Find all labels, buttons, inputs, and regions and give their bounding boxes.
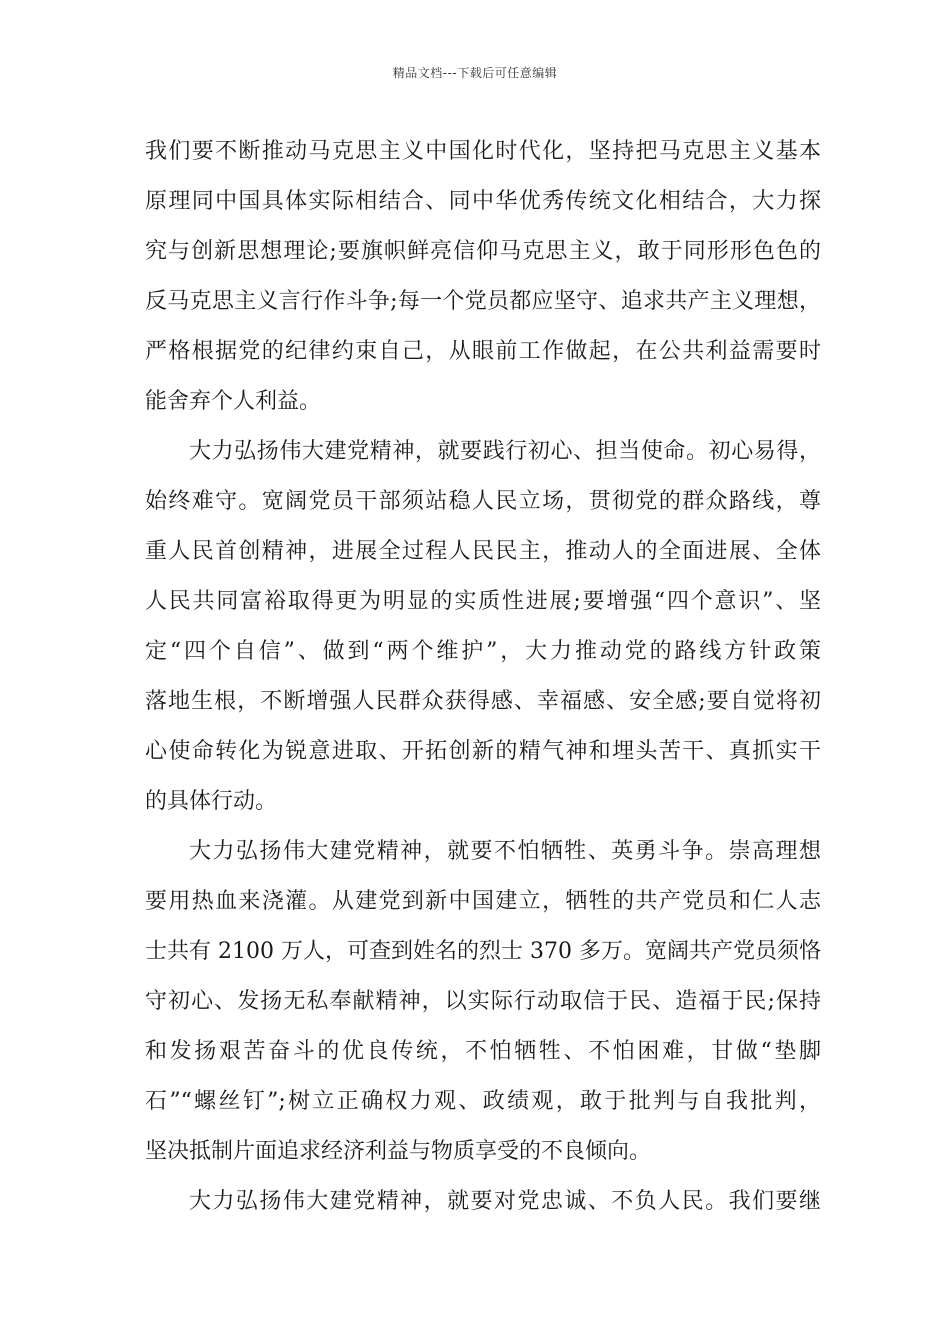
text-line: 石”“螺丝钉”;树立正确权力观、政绩观，敢于批判与自我批判， bbox=[145, 1089, 821, 1114]
paragraph bbox=[145, 832, 821, 1182]
text-line: 大力弘扬伟大建党精神，就要践行初心、担当使命。初心易得， bbox=[189, 439, 821, 464]
document-body bbox=[145, 132, 821, 1232]
text-line: 我们要不断推动马克思主义中国化时代化，坚持把马克思主义基本 bbox=[145, 139, 821, 164]
text-line: 究与创新思想理论;要旗帜鲜亮信仰马克思主义，敢于同形形色色的 bbox=[145, 239, 821, 264]
text-line: 始终难守。宽阔党员干部须站稳人民立场，贯彻党的群众路线，尊 bbox=[145, 489, 821, 514]
text-line: 重人民首创精神，进展全过程人民民主，推动人的全面进展、全体 bbox=[145, 539, 821, 564]
paragraph bbox=[145, 432, 821, 832]
text-line: 人民共同富裕取得更为明显的实质性进展;要增强“四个意识”、坚 bbox=[145, 589, 821, 614]
text-line: 落地生根，不断增强人民群众获得感、幸福感、安全感;要自觉将初 bbox=[145, 689, 821, 714]
page-header: 精品文档---下载后可任意编辑 bbox=[392, 66, 558, 80]
text-line: 能舍弃个人利益。 bbox=[145, 389, 322, 414]
text-line: 大力弘扬伟大建党精神，就要对党忠诚、不负人民。我们要继 bbox=[189, 1189, 821, 1214]
text-line: 原理同中国具体实际相结合、同中华优秀传统文化相结合，大力探 bbox=[145, 189, 821, 214]
paragraph bbox=[145, 132, 821, 432]
text-line: 大力弘扬伟大建党精神，就要不怕牺牲、英勇斗争。崇高理想 bbox=[189, 839, 821, 864]
text-line: 士共有 2100 万人，可查到姓名的烈士 370 多万。宽阔共产党员须恪 bbox=[145, 939, 821, 964]
text-line: 心使命转化为锐意进取、开拓创新的精气神和埋头苦干、真抓实干 bbox=[145, 739, 821, 764]
text-line: 坚决抵制片面追求经济利益与物质享受的不良倾向。 bbox=[145, 1139, 652, 1164]
text-line: 严格根据党的纪律约束自己，从眼前工作做起，在公共利益需要时 bbox=[145, 339, 821, 364]
text-line: 守初心、发扬无私奉献精神，以实际行动取信于民、造福于民;保持 bbox=[145, 989, 821, 1014]
text-line: 定“四个自信”、做到“两个维护”，大力推动党的路线方针政策 bbox=[145, 639, 821, 664]
text-line: 反马克思主义言行作斗争;每一个党员都应坚守、追求共产主义理想， bbox=[145, 289, 821, 314]
text-line: 的具体行动。 bbox=[145, 789, 278, 814]
paragraph bbox=[145, 1182, 821, 1232]
text-line: 要用热血来浇灌。从建党到新中国建立，牺牲的共产党员和仁人志 bbox=[145, 889, 821, 914]
text-line: 和发扬艰苦奋斗的优良传统，不怕牺牲、不怕困难，甘做“垫脚 bbox=[145, 1039, 821, 1064]
